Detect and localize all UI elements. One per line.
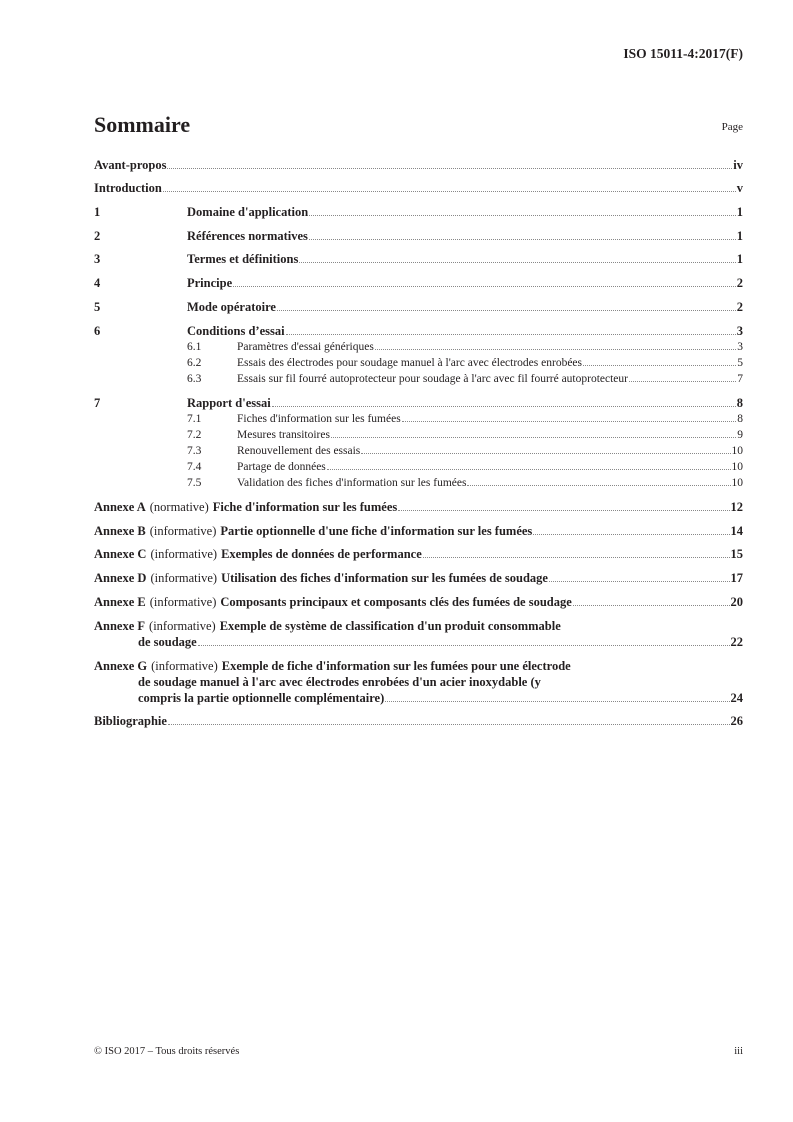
section-number: 6.1 — [187, 341, 202, 353]
page-number: 14 — [730, 524, 743, 538]
dot-leader — [168, 724, 730, 725]
page-number: 15 — [730, 547, 743, 561]
dot-leader — [299, 262, 735, 263]
entry-title: Bibliographie — [94, 714, 167, 728]
entry-title: Essais sur fil fourré autoprotecteur pour soudage à l'arc avec fil fourré autoprotecteur — [237, 373, 628, 385]
toc-entry[interactable] — [94, 675, 743, 689]
entry-title: Paramètres d'essai génériques — [237, 341, 374, 353]
page-number: v — [736, 181, 743, 195]
toc-entry[interactable] — [94, 524, 743, 538]
page-number: 20 — [730, 595, 743, 609]
annex-kind: (normative) — [149, 500, 209, 514]
annex-kind: (informative) — [150, 571, 218, 585]
page-number: 3 — [736, 324, 743, 338]
toc-entry[interactable] — [94, 691, 743, 705]
entry-title: Exemples de données de performance — [221, 547, 422, 561]
section-number: 7.5 — [187, 477, 202, 489]
dot-leader — [583, 365, 736, 366]
page-number: 3 — [737, 341, 743, 353]
dot-leader — [167, 168, 732, 169]
toc-entry[interactable] — [94, 571, 743, 585]
document-id: ISO 15011-4:2017(F) — [623, 46, 743, 61]
annex-label: Annexe G — [94, 659, 148, 673]
page-number: 12 — [730, 500, 743, 514]
toc-entry[interactable] — [94, 229, 743, 243]
entry-title: Exemple de système de classification d'un produit consommable — [219, 619, 561, 633]
entry-title: Références normatives — [187, 229, 308, 243]
dot-leader — [309, 215, 736, 216]
dot-leader — [423, 557, 730, 558]
entry-title: Validation des fiches d'information sur les fumées — [237, 477, 467, 489]
toc-entry[interactable] — [94, 356, 743, 370]
toc-entry[interactable] — [94, 372, 743, 386]
toc-entry[interactable] — [94, 547, 743, 561]
entry-title: Essais des électrodes pour soudage manuel à l'arc avec électrodes enrobées — [237, 357, 583, 369]
dot-leader — [163, 191, 736, 192]
entry-title-continued: de soudage — [138, 635, 197, 649]
annex-kind: (informative) — [149, 595, 217, 609]
toc-entry[interactable] — [94, 252, 743, 266]
section-number: 7 — [94, 396, 101, 410]
page-number: 10 — [731, 461, 743, 473]
entry-title: Renouvellement des essais — [237, 445, 361, 457]
page-title: Sommaire — [94, 112, 191, 137]
dot-leader — [361, 453, 730, 454]
entry-title: Mesures transitoires — [237, 429, 330, 441]
section-number: 7.3 — [187, 445, 202, 457]
dot-leader — [398, 510, 729, 511]
toc-entry[interactable] — [94, 714, 743, 728]
dot-leader — [286, 334, 736, 335]
section-number: 6.2 — [187, 357, 202, 369]
dot-leader — [277, 310, 736, 311]
page-number: 22 — [730, 635, 743, 649]
entry-title: Partie optionnelle d'une fiche d'information sur les fumées — [220, 524, 533, 538]
dot-leader — [327, 469, 731, 470]
dot-leader — [198, 645, 730, 646]
dot-leader — [233, 286, 736, 287]
section-number: 7.2 — [187, 429, 202, 441]
dot-leader — [375, 349, 736, 350]
entry-title: Rapport d'essai — [187, 396, 271, 410]
dot-leader — [272, 406, 736, 407]
section-number: 6 — [94, 324, 101, 338]
footer — [94, 1046, 743, 1057]
entry-title-continued: de soudage manuel à l'arc avec électrodes enrobées d'un acier inoxydable (y — [138, 675, 541, 689]
section-number: 4 — [94, 276, 101, 290]
annex-kind: (informative) — [150, 547, 218, 561]
section-number: 2 — [94, 229, 101, 243]
page-number: iv — [733, 158, 743, 172]
dot-leader — [385, 701, 729, 702]
dot-leader — [331, 437, 736, 438]
section-number: 5 — [94, 300, 101, 314]
page-number: 5 — [737, 357, 743, 369]
entry-title: Composants principaux et composants clés des fumées de soudage — [220, 595, 572, 609]
entry-title: Utilisation des fiches d'information sur les fumées de soudage — [221, 571, 548, 585]
entry-title: Avant-propos — [94, 158, 167, 172]
page-number: 10 — [731, 477, 743, 489]
page-number: 1 — [736, 252, 743, 266]
toc-entry[interactable] — [94, 428, 743, 442]
toc-entry[interactable] — [94, 340, 743, 354]
toc-entry[interactable] — [94, 619, 743, 633]
page-number: 2 — [736, 276, 743, 290]
page-number: 26 — [730, 714, 743, 728]
page-number: 8 — [737, 413, 743, 425]
entry-title: Mode opératoire — [187, 300, 276, 314]
toc-entry[interactable] — [94, 635, 743, 649]
annex-kind: (informative) — [149, 619, 216, 633]
page-number: 10 — [731, 445, 743, 457]
entry-title-continued: compris la partie optionnelle complémentaire) — [138, 691, 385, 705]
page-number: 1 — [736, 229, 743, 243]
entry-title: Termes et définitions — [187, 252, 299, 266]
entry-title: Principe — [187, 276, 233, 290]
toc-entry[interactable] — [94, 396, 743, 410]
toc-entry[interactable] — [94, 460, 743, 474]
toc-entry[interactable] — [94, 276, 743, 290]
entry-title: Conditions d’essai — [187, 324, 285, 338]
page-number: 9 — [737, 429, 743, 441]
dot-leader — [309, 239, 736, 240]
entry-title: Fiche d'information sur les fumées — [212, 500, 398, 514]
dot-leader — [533, 534, 729, 535]
annex-label: Annexe C — [94, 547, 147, 561]
page-number: 17 — [730, 571, 743, 585]
toc-entry[interactable] — [94, 476, 743, 490]
annex-label: Annexe A — [94, 500, 146, 514]
dot-leader — [573, 605, 730, 606]
toc-entry[interactable] — [94, 205, 743, 219]
annex-kind: (informative) — [151, 659, 218, 673]
toc-entry[interactable] — [94, 659, 743, 673]
section-number: 6.3 — [187, 373, 202, 385]
section-number: 7.4 — [187, 461, 202, 473]
entry-title: Fiches d'information sur les fumées — [237, 413, 401, 425]
page-column-label: Page — [721, 121, 743, 133]
entry-title: Domaine d'application — [187, 205, 309, 219]
page-number: iii — [734, 1046, 743, 1057]
annex-label: Annexe D — [94, 571, 147, 585]
toc-entry[interactable] — [94, 181, 743, 195]
dot-leader — [467, 485, 730, 486]
page-number: 1 — [736, 205, 743, 219]
dot-leader — [549, 581, 730, 582]
entry-title: Introduction — [94, 181, 162, 195]
toc-entry[interactable] — [94, 158, 743, 172]
page-number: 2 — [736, 300, 743, 314]
page-number: 24 — [730, 691, 743, 705]
entry-title: Partage de données — [237, 461, 326, 473]
toc-entry[interactable] — [94, 300, 743, 314]
annex-kind: (informative) — [149, 524, 217, 538]
dot-leader — [402, 421, 737, 422]
toc-entry[interactable] — [94, 595, 743, 609]
annex-label: Annexe E — [94, 595, 146, 609]
toc-entry[interactable] — [94, 444, 743, 458]
page-number: 7 — [737, 373, 743, 385]
copyright: © ISO 2017 – Tous droits réservés — [94, 1046, 240, 1057]
annex-label: Annexe F — [94, 619, 146, 633]
toc-entry[interactable] — [94, 412, 743, 426]
section-number: 1 — [94, 205, 101, 219]
annex-label: Annexe B — [94, 524, 146, 538]
entry-title: Exemple de fiche d'information sur les fumées pour une électrode — [221, 659, 571, 673]
toc-entry[interactable] — [94, 324, 743, 338]
dot-leader — [629, 381, 736, 382]
section-number: 3 — [94, 252, 101, 266]
toc-entry[interactable] — [94, 500, 743, 514]
page-number: 8 — [736, 396, 743, 410]
section-number: 7.1 — [187, 413, 202, 425]
